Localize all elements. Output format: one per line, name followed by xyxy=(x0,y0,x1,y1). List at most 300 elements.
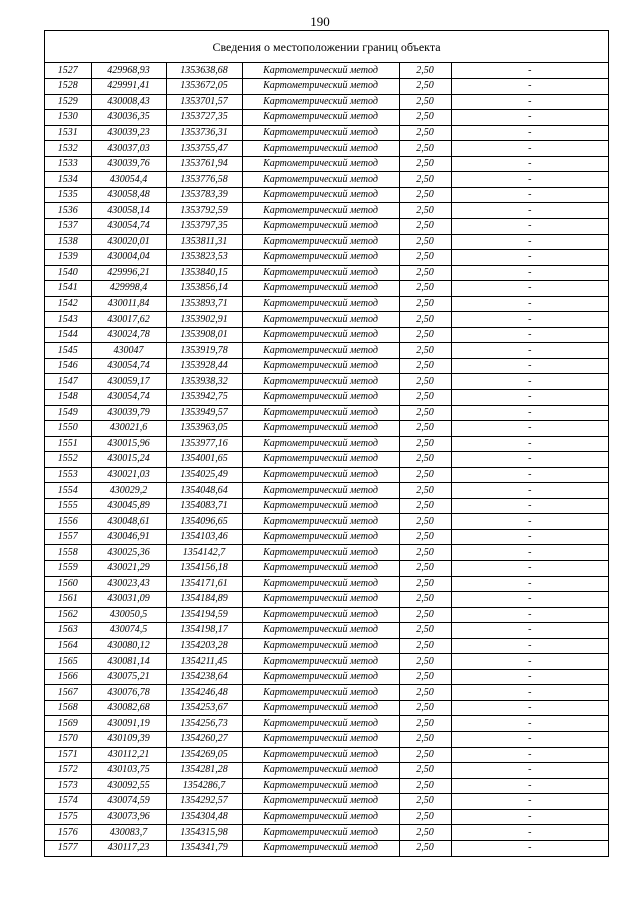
y-coordinate-cell: 1354281,28 xyxy=(166,763,242,779)
point-number-cell: 1562 xyxy=(45,607,91,623)
point-number-cell: 1576 xyxy=(45,825,91,841)
table-row xyxy=(45,840,608,856)
y-coordinate-cell: 1353823,53 xyxy=(166,250,242,266)
description-cell: - xyxy=(451,125,608,141)
y-coordinate-cell: 1353919,78 xyxy=(166,343,242,359)
description-cell: - xyxy=(451,794,608,810)
table-row xyxy=(45,498,608,514)
description-cell: - xyxy=(451,156,608,172)
description-cell: - xyxy=(451,669,608,685)
point-number-cell: 1539 xyxy=(45,250,91,266)
accuracy-cell: 2,50 xyxy=(399,545,451,561)
y-coordinate-cell: 1353761,94 xyxy=(166,156,242,172)
x-coordinate-cell: 430091,19 xyxy=(91,716,166,732)
method-cell: Картометрический метод xyxy=(242,234,399,250)
table-row xyxy=(45,436,608,452)
point-number-cell: 1528 xyxy=(45,79,91,95)
coordinates-table-body xyxy=(45,63,608,856)
table-row xyxy=(45,545,608,561)
description-cell: - xyxy=(451,467,608,483)
x-coordinate-cell: 430092,55 xyxy=(91,778,166,794)
point-number-cell: 1542 xyxy=(45,296,91,312)
point-number-cell: 1566 xyxy=(45,669,91,685)
table-row xyxy=(45,607,608,623)
description-cell: - xyxy=(451,265,608,281)
accuracy-cell: 2,50 xyxy=(399,794,451,810)
table-row xyxy=(45,763,608,779)
method-cell: Картометрический метод xyxy=(242,436,399,452)
accuracy-cell: 2,50 xyxy=(399,467,451,483)
method-cell: Картометрический метод xyxy=(242,218,399,234)
x-coordinate-cell: 430054,74 xyxy=(91,389,166,405)
y-coordinate-cell: 1353797,35 xyxy=(166,218,242,234)
point-number-cell: 1527 xyxy=(45,63,91,79)
x-coordinate-cell: 430054,74 xyxy=(91,218,166,234)
x-coordinate-cell: 430011,84 xyxy=(91,296,166,312)
section-title: Сведения о местоположении границ объекта xyxy=(45,31,608,63)
description-cell: - xyxy=(451,778,608,794)
accuracy-cell: 2,50 xyxy=(399,483,451,499)
y-coordinate-cell: 1353755,47 xyxy=(166,141,242,157)
point-number-cell: 1564 xyxy=(45,638,91,654)
table-row xyxy=(45,778,608,794)
y-coordinate-cell: 1354025,49 xyxy=(166,467,242,483)
method-cell: Картометрический метод xyxy=(242,638,399,654)
method-cell: Картометрический метод xyxy=(242,840,399,856)
y-coordinate-cell: 1354260,27 xyxy=(166,732,242,748)
x-coordinate-cell: 430076,78 xyxy=(91,685,166,701)
x-coordinate-cell: 430082,68 xyxy=(91,700,166,716)
point-number-cell: 1563 xyxy=(45,623,91,639)
table-row xyxy=(45,747,608,763)
method-cell: Картометрический метод xyxy=(242,607,399,623)
y-coordinate-cell: 1354304,48 xyxy=(166,809,242,825)
point-number-cell: 1553 xyxy=(45,467,91,483)
point-number-cell: 1533 xyxy=(45,156,91,172)
x-coordinate-cell: 429996,21 xyxy=(91,265,166,281)
description-cell: - xyxy=(451,421,608,437)
x-coordinate-cell: 429968,93 xyxy=(91,63,166,79)
point-number-cell: 1551 xyxy=(45,436,91,452)
y-coordinate-cell: 1353977,16 xyxy=(166,436,242,452)
accuracy-cell: 2,50 xyxy=(399,685,451,701)
method-cell: Картометрический метод xyxy=(242,125,399,141)
x-coordinate-cell: 430015,96 xyxy=(91,436,166,452)
accuracy-cell: 2,50 xyxy=(399,203,451,219)
method-cell: Картометрический метод xyxy=(242,250,399,266)
point-number-cell: 1561 xyxy=(45,592,91,608)
accuracy-cell: 2,50 xyxy=(399,514,451,530)
point-number-cell: 1548 xyxy=(45,389,91,405)
description-cell: - xyxy=(451,374,608,390)
description-cell: - xyxy=(451,218,608,234)
accuracy-cell: 2,50 xyxy=(399,389,451,405)
table-row xyxy=(45,700,608,716)
x-coordinate-cell: 430015,24 xyxy=(91,452,166,468)
method-cell: Картометрический метод xyxy=(242,669,399,685)
method-cell: Картометрический метод xyxy=(242,700,399,716)
accuracy-cell: 2,50 xyxy=(399,592,451,608)
accuracy-cell: 2,50 xyxy=(399,327,451,343)
accuracy-cell: 2,50 xyxy=(399,840,451,856)
table-row xyxy=(45,452,608,468)
page-number: 190 xyxy=(310,14,330,29)
x-coordinate-cell: 429991,41 xyxy=(91,79,166,95)
y-coordinate-cell: 1354286,7 xyxy=(166,778,242,794)
description-cell: - xyxy=(451,638,608,654)
table-row xyxy=(45,218,608,234)
x-coordinate-cell: 430029,2 xyxy=(91,483,166,499)
point-number-cell: 1536 xyxy=(45,203,91,219)
method-cell: Картометрический метод xyxy=(242,265,399,281)
table-row xyxy=(45,592,608,608)
table-row xyxy=(45,281,608,297)
accuracy-cell: 2,50 xyxy=(399,343,451,359)
table-row xyxy=(45,374,608,390)
table-row xyxy=(45,94,608,110)
y-coordinate-cell: 1354292,57 xyxy=(166,794,242,810)
table-row xyxy=(45,172,608,188)
x-coordinate-cell: 430074,59 xyxy=(91,794,166,810)
y-coordinate-cell: 1353963,05 xyxy=(166,421,242,437)
table-row xyxy=(45,327,608,343)
x-coordinate-cell: 430039,79 xyxy=(91,405,166,421)
method-cell: Картометрический метод xyxy=(242,203,399,219)
description-cell: - xyxy=(451,452,608,468)
method-cell: Картометрический метод xyxy=(242,94,399,110)
point-number-cell: 1534 xyxy=(45,172,91,188)
accuracy-cell: 2,50 xyxy=(399,607,451,623)
x-coordinate-cell: 430046,91 xyxy=(91,529,166,545)
point-number-cell: 1537 xyxy=(45,218,91,234)
method-cell: Картометрический метод xyxy=(242,343,399,359)
point-number-cell: 1560 xyxy=(45,576,91,592)
table-row xyxy=(45,250,608,266)
y-coordinate-cell: 1354315,98 xyxy=(166,825,242,841)
description-cell: - xyxy=(451,358,608,374)
table-row xyxy=(45,809,608,825)
y-coordinate-cell: 1354253,67 xyxy=(166,700,242,716)
point-number-cell: 1549 xyxy=(45,405,91,421)
point-number-cell: 1541 xyxy=(45,281,91,297)
x-coordinate-cell: 430023,43 xyxy=(91,576,166,592)
accuracy-cell: 2,50 xyxy=(399,825,451,841)
accuracy-cell: 2,50 xyxy=(399,281,451,297)
y-coordinate-cell: 1354269,05 xyxy=(166,747,242,763)
point-number-cell: 1569 xyxy=(45,716,91,732)
x-coordinate-cell: 430109,39 xyxy=(91,732,166,748)
accuracy-cell: 2,50 xyxy=(399,732,451,748)
y-coordinate-cell: 1354256,73 xyxy=(166,716,242,732)
description-cell: - xyxy=(451,514,608,530)
point-number-cell: 1540 xyxy=(45,265,91,281)
x-coordinate-cell: 430075,21 xyxy=(91,669,166,685)
description-cell: - xyxy=(451,716,608,732)
x-coordinate-cell: 430058,48 xyxy=(91,187,166,203)
point-number-cell: 1530 xyxy=(45,110,91,126)
coordinates-table xyxy=(45,63,608,856)
table-row xyxy=(45,156,608,172)
description-cell: - xyxy=(451,545,608,561)
table-row xyxy=(45,125,608,141)
accuracy-cell: 2,50 xyxy=(399,623,451,639)
accuracy-cell: 2,50 xyxy=(399,716,451,732)
description-cell: - xyxy=(451,483,608,499)
table-row xyxy=(45,685,608,701)
x-coordinate-cell: 430008,43 xyxy=(91,94,166,110)
accuracy-cell: 2,50 xyxy=(399,561,451,577)
method-cell: Картометрический метод xyxy=(242,623,399,639)
table-row xyxy=(45,514,608,530)
x-coordinate-cell: 430048,61 xyxy=(91,514,166,530)
method-cell: Картометрический метод xyxy=(242,592,399,608)
y-coordinate-cell: 1353949,57 xyxy=(166,405,242,421)
accuracy-cell: 2,50 xyxy=(399,296,451,312)
accuracy-cell: 2,50 xyxy=(399,654,451,670)
y-coordinate-cell: 1353893,71 xyxy=(166,296,242,312)
point-number-cell: 1559 xyxy=(45,561,91,577)
description-cell: - xyxy=(451,94,608,110)
x-coordinate-cell: 430054,4 xyxy=(91,172,166,188)
accuracy-cell: 2,50 xyxy=(399,250,451,266)
description-cell: - xyxy=(451,732,608,748)
description-cell: - xyxy=(451,592,608,608)
point-number-cell: 1574 xyxy=(45,794,91,810)
accuracy-cell: 2,50 xyxy=(399,747,451,763)
y-coordinate-cell: 1354048,64 xyxy=(166,483,242,499)
table-row xyxy=(45,203,608,219)
table-row xyxy=(45,623,608,639)
table-row xyxy=(45,576,608,592)
point-number-cell: 1535 xyxy=(45,187,91,203)
y-coordinate-cell: 1354341,79 xyxy=(166,840,242,856)
x-coordinate-cell: 430073,96 xyxy=(91,809,166,825)
y-coordinate-cell: 1354184,89 xyxy=(166,592,242,608)
description-cell: - xyxy=(451,747,608,763)
description-cell: - xyxy=(451,312,608,328)
description-cell: - xyxy=(451,343,608,359)
accuracy-cell: 2,50 xyxy=(399,172,451,188)
accuracy-cell: 2,50 xyxy=(399,63,451,79)
table-row xyxy=(45,794,608,810)
method-cell: Картометрический метод xyxy=(242,732,399,748)
accuracy-cell: 2,50 xyxy=(399,669,451,685)
table-row xyxy=(45,405,608,421)
accuracy-cell: 2,50 xyxy=(399,576,451,592)
y-coordinate-cell: 1353783,39 xyxy=(166,187,242,203)
x-coordinate-cell: 430058,14 xyxy=(91,203,166,219)
y-coordinate-cell: 1354246,48 xyxy=(166,685,242,701)
point-number-cell: 1575 xyxy=(45,809,91,825)
description-cell: - xyxy=(451,187,608,203)
x-coordinate-cell: 430025,36 xyxy=(91,545,166,561)
point-number-cell: 1545 xyxy=(45,343,91,359)
point-number-cell: 1550 xyxy=(45,421,91,437)
description-cell: - xyxy=(451,250,608,266)
x-coordinate-cell: 430083,7 xyxy=(91,825,166,841)
method-cell: Картометрический метод xyxy=(242,825,399,841)
description-cell: - xyxy=(451,79,608,95)
description-cell: - xyxy=(451,436,608,452)
x-coordinate-cell: 430036,35 xyxy=(91,110,166,126)
description-cell: - xyxy=(451,809,608,825)
point-number-cell: 1557 xyxy=(45,529,91,545)
y-coordinate-cell: 1353840,15 xyxy=(166,265,242,281)
y-coordinate-cell: 1353856,14 xyxy=(166,281,242,297)
y-coordinate-cell: 1353938,32 xyxy=(166,374,242,390)
y-coordinate-cell: 1354142,7 xyxy=(166,545,242,561)
table-row xyxy=(45,141,608,157)
accuracy-cell: 2,50 xyxy=(399,374,451,390)
description-cell: - xyxy=(451,203,608,219)
point-number-cell: 1567 xyxy=(45,685,91,701)
method-cell: Картометрический метод xyxy=(242,405,399,421)
method-cell: Картометрический метод xyxy=(242,187,399,203)
table-row xyxy=(45,79,608,95)
description-cell: - xyxy=(451,623,608,639)
accuracy-cell: 2,50 xyxy=(399,498,451,514)
accuracy-cell: 2,50 xyxy=(399,358,451,374)
accuracy-cell: 2,50 xyxy=(399,778,451,794)
accuracy-cell: 2,50 xyxy=(399,156,451,172)
point-number-cell: 1577 xyxy=(45,840,91,856)
point-number-cell: 1571 xyxy=(45,747,91,763)
method-cell: Картометрический метод xyxy=(242,374,399,390)
point-number-cell: 1568 xyxy=(45,700,91,716)
method-cell: Картометрический метод xyxy=(242,141,399,157)
x-coordinate-cell: 430024,78 xyxy=(91,327,166,343)
point-number-cell: 1544 xyxy=(45,327,91,343)
accuracy-cell: 2,50 xyxy=(399,265,451,281)
method-cell: Картометрический метод xyxy=(242,79,399,95)
accuracy-cell: 2,50 xyxy=(399,94,451,110)
x-coordinate-cell: 430081,14 xyxy=(91,654,166,670)
y-coordinate-cell: 1354001,65 xyxy=(166,452,242,468)
accuracy-cell: 2,50 xyxy=(399,79,451,95)
y-coordinate-cell: 1353727,35 xyxy=(166,110,242,126)
point-number-cell: 1532 xyxy=(45,141,91,157)
table-row xyxy=(45,389,608,405)
description-cell: - xyxy=(451,529,608,545)
y-coordinate-cell: 1353902,91 xyxy=(166,312,242,328)
y-coordinate-cell: 1353792,59 xyxy=(166,203,242,219)
method-cell: Картометрический метод xyxy=(242,763,399,779)
description-cell: - xyxy=(451,685,608,701)
description-cell: - xyxy=(451,825,608,841)
x-coordinate-cell: 430080,12 xyxy=(91,638,166,654)
accuracy-cell: 2,50 xyxy=(399,809,451,825)
x-coordinate-cell: 430050,5 xyxy=(91,607,166,623)
point-number-cell: 1555 xyxy=(45,498,91,514)
method-cell: Картометрический метод xyxy=(242,498,399,514)
table-row xyxy=(45,187,608,203)
table-row xyxy=(45,529,608,545)
table-row xyxy=(45,638,608,654)
description-cell: - xyxy=(451,281,608,297)
point-number-cell: 1556 xyxy=(45,514,91,530)
method-cell: Картометрический метод xyxy=(242,452,399,468)
table-row xyxy=(45,63,608,79)
table-row xyxy=(45,234,608,250)
description-cell: - xyxy=(451,576,608,592)
description-cell: - xyxy=(451,405,608,421)
description-cell: - xyxy=(451,700,608,716)
accuracy-cell: 2,50 xyxy=(399,529,451,545)
accuracy-cell: 2,50 xyxy=(399,763,451,779)
method-cell: Картометрический метод xyxy=(242,747,399,763)
table-row xyxy=(45,467,608,483)
point-number-cell: 1554 xyxy=(45,483,91,499)
x-coordinate-cell: 430021,03 xyxy=(91,467,166,483)
y-coordinate-cell: 1353811,31 xyxy=(166,234,242,250)
point-number-cell: 1558 xyxy=(45,545,91,561)
accuracy-cell: 2,50 xyxy=(399,638,451,654)
description-cell: - xyxy=(451,296,608,312)
accuracy-cell: 2,50 xyxy=(399,452,451,468)
description-cell: - xyxy=(451,607,608,623)
table-row xyxy=(45,732,608,748)
method-cell: Картометрический метод xyxy=(242,358,399,374)
description-cell: - xyxy=(451,234,608,250)
boundary-section xyxy=(44,30,609,857)
method-cell: Картометрический метод xyxy=(242,514,399,530)
point-number-cell: 1543 xyxy=(45,312,91,328)
accuracy-cell: 2,50 xyxy=(399,110,451,126)
method-cell: Картометрический метод xyxy=(242,654,399,670)
y-coordinate-cell: 1354083,71 xyxy=(166,498,242,514)
point-number-cell: 1570 xyxy=(45,732,91,748)
description-cell: - xyxy=(451,498,608,514)
x-coordinate-cell: 430021,6 xyxy=(91,421,166,437)
point-number-cell: 1552 xyxy=(45,452,91,468)
x-coordinate-cell: 430103,75 xyxy=(91,763,166,779)
y-coordinate-cell: 1354198,17 xyxy=(166,623,242,639)
table-row xyxy=(45,483,608,499)
accuracy-cell: 2,50 xyxy=(399,700,451,716)
y-coordinate-cell: 1353701,57 xyxy=(166,94,242,110)
table-row xyxy=(45,654,608,670)
table-row xyxy=(45,265,608,281)
method-cell: Картометрический метод xyxy=(242,778,399,794)
accuracy-cell: 2,50 xyxy=(399,141,451,157)
method-cell: Картометрический метод xyxy=(242,156,399,172)
method-cell: Картометрический метод xyxy=(242,63,399,79)
accuracy-cell: 2,50 xyxy=(399,218,451,234)
method-cell: Картометрический метод xyxy=(242,809,399,825)
description-cell: - xyxy=(451,63,608,79)
description-cell: - xyxy=(451,141,608,157)
description-cell: - xyxy=(528,842,532,854)
table-row xyxy=(45,296,608,312)
table-row xyxy=(45,421,608,437)
point-number-cell: 1547 xyxy=(45,374,91,390)
y-coordinate-cell: 1353672,05 xyxy=(166,79,242,95)
y-coordinate-cell: 1353736,31 xyxy=(166,125,242,141)
description-cell: - xyxy=(451,327,608,343)
method-cell: Картометрический метод xyxy=(242,312,399,328)
description-cell: - xyxy=(451,561,608,577)
y-coordinate-cell: 1354096,65 xyxy=(166,514,242,530)
x-coordinate-cell: 430031,09 xyxy=(91,592,166,608)
x-coordinate-cell: 430020,01 xyxy=(91,234,166,250)
y-coordinate-cell: 1354238,64 xyxy=(166,669,242,685)
x-coordinate-cell: 430017,62 xyxy=(91,312,166,328)
method-cell: Картометрический метод xyxy=(242,172,399,188)
accuracy-cell: 2,50 xyxy=(399,436,451,452)
table-row xyxy=(45,716,608,732)
x-coordinate-cell: 430045,89 xyxy=(91,498,166,514)
table-row xyxy=(45,358,608,374)
